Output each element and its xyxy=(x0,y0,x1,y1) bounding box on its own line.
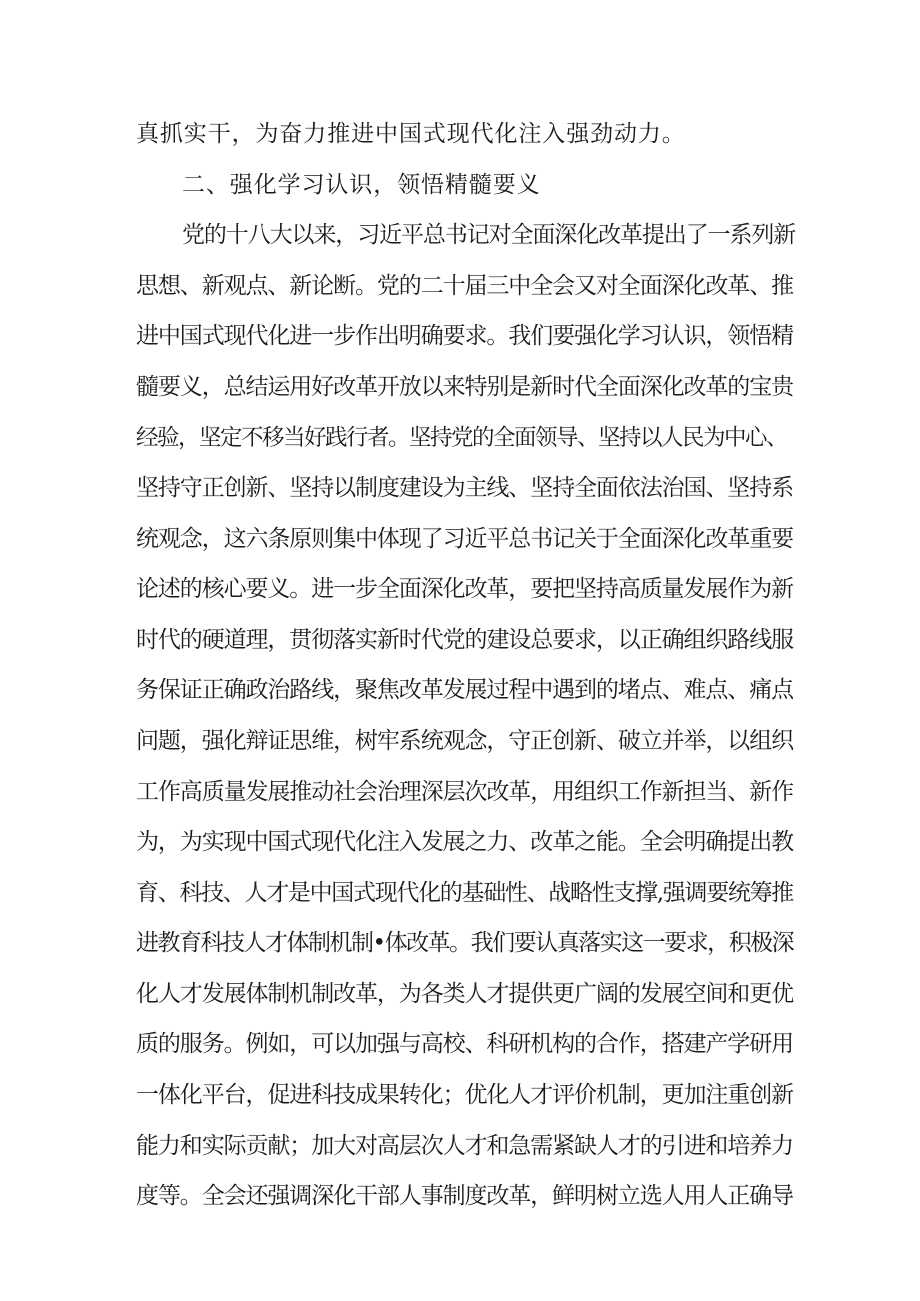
text-line: 统观念，这六条原则集中体现了习近平总书记关于全面深化改革重要 xyxy=(136,526,794,552)
text-line: 时代的硬道理，贯彻落实新时代党的建设总要求，以正确组织路线服 xyxy=(136,627,794,653)
text-line: 育、科技、人才是中国式现代化的基础性、战略性支撑,强调要统筹推 xyxy=(136,880,794,906)
text-line: 真抓实干，为奋力推进中国式现代化注入强劲动力。 xyxy=(136,121,686,147)
text-line: 能力和实际贡献；加大对高层次人才和急需紧缺人才的引进和培养力 xyxy=(136,1133,794,1159)
text-line: 度等。全会还强调深化干部人事制度改革，鲜明树立选人用人正确导 xyxy=(136,1183,794,1209)
text-line: 务保证正确政治路线，聚焦改革发展过程中遇到的堵点、难点、痛点 xyxy=(136,677,794,703)
text-line: 进中国式现代化进一步作出明确要求。我们要强化学习认识，领悟精 xyxy=(136,323,794,349)
paragraph-first-line: 党的十八大以来，习近平总书记对全面深化改革提出了一系列新 xyxy=(182,222,796,248)
section-heading: 二、强化学习认识，领悟精髓要义 xyxy=(182,172,541,198)
text-line: 坚持守正创新、坚持以制度建设为主线、坚持全面依法治国、坚持系 xyxy=(136,475,794,501)
text-line: 经验，坚定不移当好践行者。坚持党的全面领导、坚持以人民为中心、 xyxy=(136,425,788,451)
text-line: 一体化平台，促进科技成果转化；优化人才评价机制，更加注重创新 xyxy=(136,1082,794,1108)
text-line: 质的服务。例如，可以加强与高校、科研机构的合作，搭建产学研用 xyxy=(136,1031,794,1057)
text-line: 为，为实现中国式现代化注入发展之力、改革之能。全会明确提出教 xyxy=(136,829,794,855)
text-line: 化人才发展体制机制改革，为各类人才提供更广阔的发展空间和更优 xyxy=(136,981,794,1007)
text-line: 工作高质量发展推动社会治理深层次改革，用组织工作新担当、新作 xyxy=(136,779,794,805)
text-line: 进教育科技人才体制机制•体改革。我们要认真落实这一要求，积极深 xyxy=(136,930,794,956)
text-line: 思想、新观点、新论断。党的二十届三中全会又对全面深化改革、推 xyxy=(136,273,794,299)
text-line: 问题，强化辩证思维，树牢系统观念，守正创新、破立并举，以组织 xyxy=(136,728,794,754)
text-line: 论述的核心要义。进一步全面深化改革，要把坚持高质量发展作为新 xyxy=(136,576,794,602)
text-line: 髓要义，总结运用好改革开放以来特别是新时代全面深化改革的宝贵 xyxy=(136,374,794,400)
